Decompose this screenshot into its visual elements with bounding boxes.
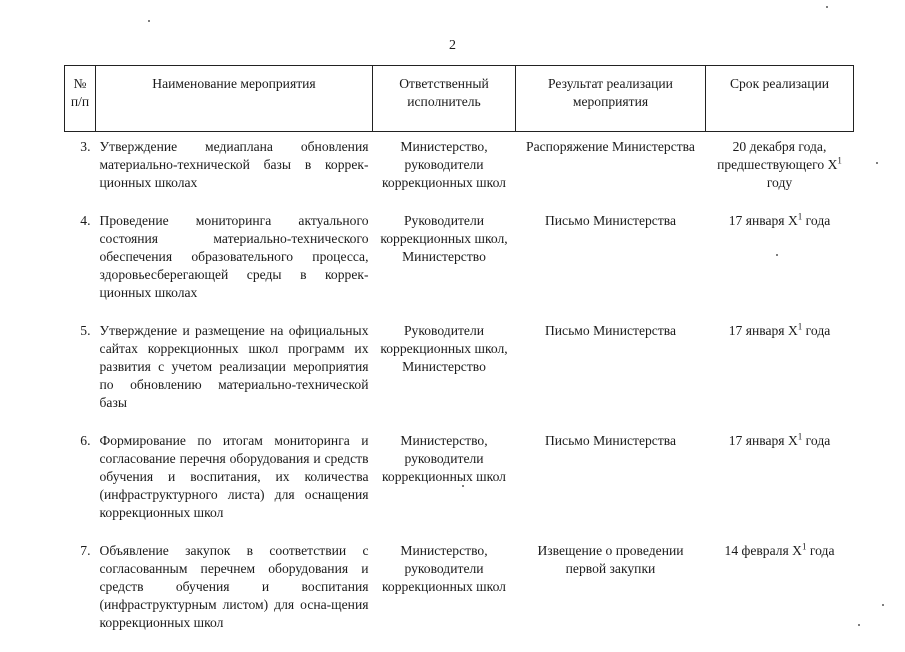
row-number: 3.	[80, 139, 91, 154]
term-superscript: 1	[797, 321, 803, 332]
implementation-term	[706, 542, 854, 652]
row-number: 7.	[80, 543, 91, 558]
row-number: 6.	[80, 433, 91, 448]
event-name: Утверждение медиаплана обновления материально-технической базы в коррек-ционных школах	[99, 139, 369, 190]
scan-speck	[876, 162, 878, 164]
scan-speck	[462, 485, 464, 487]
implementation-result: Письмо Министерства	[544, 433, 677, 448]
table-row	[65, 432, 854, 542]
scan-speck	[148, 20, 150, 22]
term-text: 17 января X	[728, 433, 798, 448]
event-name: Формирование по итогам мониторинга и согласование перечня оборудования и средств обучения и воспитания, их количества (инфраструктурного листа) для оснащения коррекционных школ	[99, 433, 369, 520]
implementation-result: Извещение о проведении первой закупки	[537, 543, 684, 576]
term-suffix: года	[806, 543, 835, 558]
row-number: 4.	[80, 213, 91, 228]
term-superscript: 1	[797, 431, 803, 442]
table-row	[65, 132, 854, 213]
term-suffix: году	[766, 175, 793, 190]
implementation-result: Письмо Министерства	[544, 213, 677, 228]
event-name: Проведение мониторинга актуального состояния материально-технического обеспечения образовательного процесса, здоровьесберегающей среды в коррек-ционных школах	[99, 213, 369, 300]
responsible-executor: Министерство, руководители коррекционных школ	[382, 139, 506, 190]
scan-speck	[776, 254, 778, 256]
events-table	[64, 65, 854, 652]
term-text: 20 декабря года, предшествующего X	[717, 139, 838, 172]
term-superscript: 1	[801, 541, 807, 552]
responsible-executor: Руководители коррекционных школ, Министерство	[380, 323, 508, 374]
page-number: 2	[449, 38, 456, 53]
scan-speck	[858, 624, 860, 626]
term-text: 14 февраля X	[724, 543, 802, 558]
responsible-executor: Министерство, руководители коррекционных школ	[382, 543, 506, 594]
scan-speck	[882, 604, 884, 606]
table-row	[65, 542, 854, 652]
term-suffix: года	[802, 323, 831, 338]
implementation-term	[706, 432, 854, 542]
scan-speck	[826, 6, 828, 8]
term-superscript: 1	[797, 211, 803, 222]
header-event-name: Наименование мероприятия	[96, 66, 373, 132]
header-term: Срок реализации	[706, 66, 854, 132]
responsible-executor: Министерство, руководители коррекционных школ	[382, 433, 506, 484]
term-text: 17 января X	[728, 213, 798, 228]
implementation-term	[706, 322, 854, 432]
event-name: Утверждение и размещение на официальных сайтах коррекционных школ программ их развития с учетом реализации мероприятия по обновлению материально-технической базы	[99, 323, 369, 410]
term-suffix: года	[802, 433, 831, 448]
row-number: 5.	[80, 323, 91, 338]
table-row	[65, 322, 854, 432]
header-number: № п/п	[65, 66, 96, 132]
header-responsible: Ответственный исполнитель	[373, 66, 516, 132]
responsible-executor: Руководители коррекционных школ, Министерство	[380, 213, 508, 264]
term-suffix: года	[802, 213, 831, 228]
implementation-term	[706, 132, 854, 213]
header-result: Результат реализации мероприятия	[516, 66, 706, 132]
event-name: Объявление закупок в соответствии с согласованным перечнем оборудования и средств обучения и воспитания (инфраструктурным листом) для осна-щения коррекционных школ	[99, 543, 369, 630]
table-row	[65, 212, 854, 322]
term-superscript: 1	[837, 155, 842, 166]
table-header-row	[65, 66, 854, 132]
implementation-term	[706, 212, 854, 322]
term-text: 17 января X	[728, 323, 798, 338]
implementation-result: Письмо Министерства	[544, 323, 677, 338]
implementation-result: Распоряжение Министерства	[526, 139, 695, 154]
